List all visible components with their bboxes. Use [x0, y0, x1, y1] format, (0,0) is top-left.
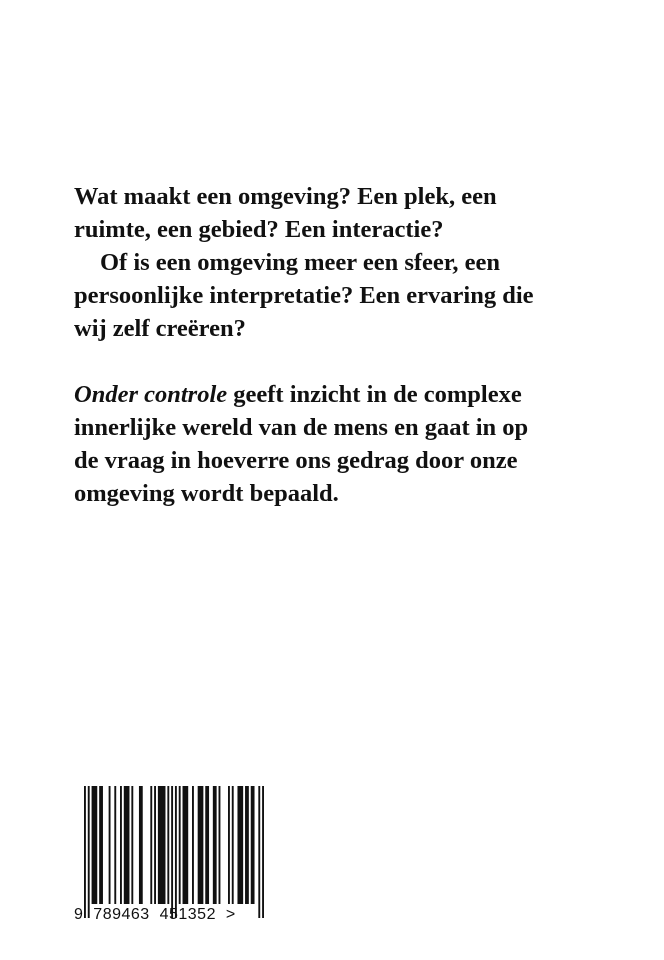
barcode-bar	[213, 786, 217, 904]
barcode-bar	[88, 786, 90, 918]
barcode-bar	[99, 786, 103, 904]
barcode-bar	[175, 786, 177, 918]
blurb-line-rest: geeft inzicht in de complexe	[227, 381, 522, 408]
barcode-bar	[232, 786, 234, 904]
barcode-bar	[171, 786, 173, 918]
isbn-left-group: 789463	[93, 906, 150, 923]
barcode-bar	[158, 786, 166, 904]
book-title: Onder controle	[74, 381, 228, 408]
blurb-paragraph-1	[74, 180, 614, 345]
barcode-bar	[154, 786, 156, 904]
barcode-bar	[192, 786, 194, 904]
isbn-right-group: 451352	[159, 906, 216, 923]
barcode-bar	[109, 786, 111, 904]
barcode-bar	[219, 786, 221, 904]
blurb-line	[74, 378, 614, 411]
barcode-bar	[139, 786, 143, 904]
blurb-line: innerlijke wereld van de mens en gaat in op	[74, 414, 529, 441]
barcode-bar	[251, 786, 255, 904]
isbn-quiet-marker: >	[225, 906, 236, 923]
barcode-bar	[198, 786, 204, 904]
barcode-bar	[183, 786, 189, 904]
barcode-bar	[124, 786, 130, 904]
isbn-first-digit: 9	[74, 906, 84, 923]
barcode-bar	[92, 786, 98, 904]
back-cover-blurb	[74, 180, 614, 510]
blurb-line: wij zelf creëren?	[74, 315, 246, 342]
barcode-bar	[258, 786, 260, 918]
barcode-bar	[228, 786, 230, 904]
blurb-line: ruimte, een gebied? Een interactie?	[74, 216, 444, 243]
barcode-bar	[205, 786, 209, 904]
isbn-number	[74, 906, 274, 924]
barcode-bar	[120, 786, 122, 904]
blurb-line: persoonlijke interpretatie? Een ervaring die	[74, 282, 534, 309]
blurb-line: Of is een omgeving meer een sfeer, een	[100, 249, 501, 276]
blurb-paragraph-2	[74, 378, 614, 510]
barcode-bar	[179, 786, 181, 904]
barcode-bar	[114, 786, 116, 904]
blurb-line: de vraag in hoeverre ons gedrag door onze	[74, 447, 518, 474]
isbn-barcode	[84, 786, 264, 926]
barcode-bar	[131, 786, 133, 904]
barcode-bar	[245, 786, 249, 904]
blurb-line: Wat maakt een omgeving? Een plek, een	[74, 183, 497, 210]
barcode-bar	[237, 786, 243, 904]
blurb-line: omgeving wordt bepaald.	[74, 480, 339, 507]
barcode-bar	[262, 786, 264, 918]
barcode-bars-icon	[84, 786, 264, 926]
barcode-bar	[150, 786, 152, 904]
barcode-bar	[167, 786, 169, 904]
barcode-bar	[84, 786, 86, 918]
